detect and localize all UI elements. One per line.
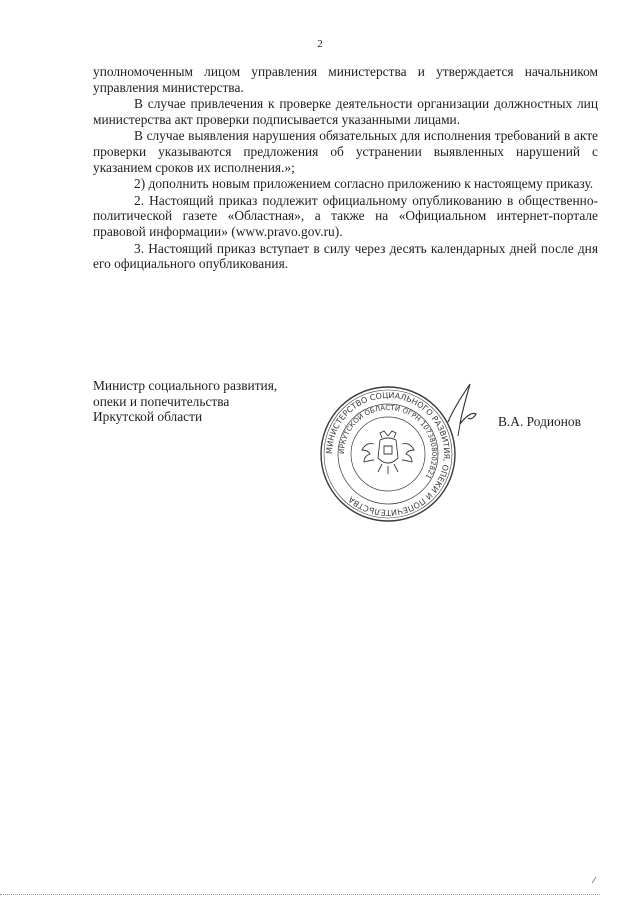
signatory-name: В.А. Родионов <box>498 414 581 429</box>
paragraph: В случае выявления нарушения обязательных для исполнения требований в акте проверки указываются предложения об устранении выявленных нарушений с указанием сроков их исполнения.»; <box>93 128 598 175</box>
paragraph: 3. Настоящий приказ вступает в силу через десять календарных дней после дня его официального опубликования. <box>93 240 598 272</box>
seal-outer-text: МИНИСТЕРСТВО СОЦИАЛЬНОГО РАЗВИТИЯ, ОПЕКИ И ПОПЕЧИТЕЛЬСТВА <box>324 390 452 518</box>
position-line: Иркутской области <box>93 409 203 425</box>
handwritten-signature <box>440 378 490 438</box>
position-line: Министр социального развития, <box>93 378 278 393</box>
bottom-divider <box>0 894 600 895</box>
paragraph: В случае привлечения к проверке деятельности организации должностных лиц министерства акт проверки подписывается указанными лицами. <box>93 96 598 127</box>
seal-inner-text: ИРКУТСКОЙ ОБЛАСТИ ОГРН 1073808002821 <box>337 403 439 481</box>
page-number: 2 <box>317 38 323 50</box>
paragraph: 2. Настоящий приказ подлежит официальному опубликованию в общественно-политической газете «Областная», а также на «Официальном интернет-портале правовой информации» (www.pravo.gov.ru). <box>93 192 598 239</box>
signatory-position <box>93 378 277 425</box>
paragraph: 2) дополнить новым приложением согласно приложению к настоящему приказу. <box>134 176 594 192</box>
scan-artifact-mark <box>590 875 598 885</box>
paragraph: уполномоченным лицом управления министерства и утверждается начальником управления министерства. <box>93 64 598 95</box>
position-line: опеки и попечительства <box>93 393 230 409</box>
document-body <box>93 64 598 273</box>
double-headed-eagle-emblem <box>362 431 414 474</box>
official-seal <box>318 384 458 524</box>
